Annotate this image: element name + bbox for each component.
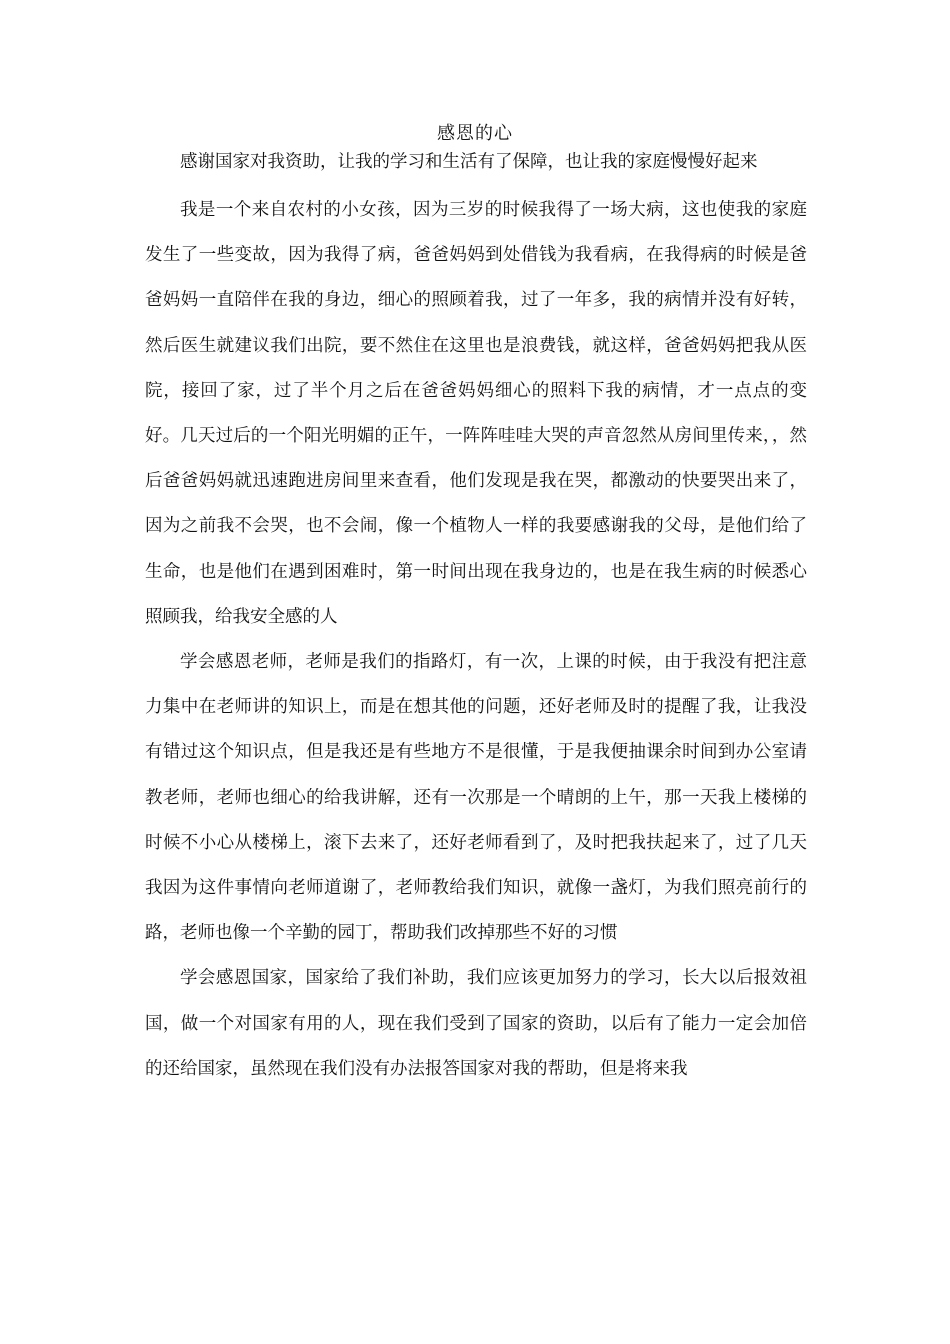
document-body bbox=[145, 188, 807, 1092]
paragraph-country: 学会感恩国家，国家给了我们补助，我们应该更加努力的学习，长大以后报效祖国，做一个对国家有用的人，现在我们受到了国家的资助，以后有了能力一定会加倍的还给国家，虽然现在我们没有办法报答国家对我的帮助，但是将来我 bbox=[145, 968, 807, 1079]
page-subtitle: 感谢国家对我资助，让我的学习和生活有了保障，也让我的家庭慢慢好起来 bbox=[180, 152, 758, 172]
page-title: 感恩的心 bbox=[437, 123, 513, 144]
paragraph-parents: 我是一个来自农村的小女孩，因为三岁的时候我得了一场大病，这也使我的家庭发生了一些变故，因为我得了病，爸爸妈妈到处借钱为我看病，在我得病的时候是爸爸妈妈一直陪伴在我的身边，细心的照顾着我，过了一年多，我的病情并没有好转，然后医生就建议我们出院，要不然住在这里也是浪费钱，就这样，爸爸妈妈把我从医院，接回了家，过了半个月之后在爸爸妈妈细心的照料下我的病情，才一点点的变好。几天过后的一个阳光明媚的正午，一阵阵哇哇大哭的声音忽然从房间里传来，，然后爸爸妈妈就迅速跑进房间里来查看，他们发现是我在哭，都激动的快要哭出来了，因为之前我不会哭，也不会闹，像一个植物人一样的我要感谢我的父母，是他们给了生命，也是他们在遇到困难时，第一时间出现在我身边的，也是在我生病的时候悉心照顾我，给我安全感的人 bbox=[145, 200, 807, 627]
paragraph-teachers: 学会感恩老师，老师是我们的指路灯，有一次，上课的时候，由于我没有把注意力集中在老师讲的知识上，而是在想其他的问题，还好老师及时的提醒了我，让我没有错过这个知识点，但是我还是有些地方不是很懂，于是我便抽课余时间到办公室请教老师，老师也细心的给我讲解，还有一次那是一个晴朗的上午，那一天我上楼梯的时候不小心从楼梯上，滚下去来了，还好老师看到了，及时把我扶起来了，过了几天我因为这件事情向老师道谢了，老师教给我们知识，就像一盏灯，为我们照亮前行的路，老师也像一个辛勤的园丁，帮助我们改掉那些不好的习惯 bbox=[145, 652, 807, 944]
